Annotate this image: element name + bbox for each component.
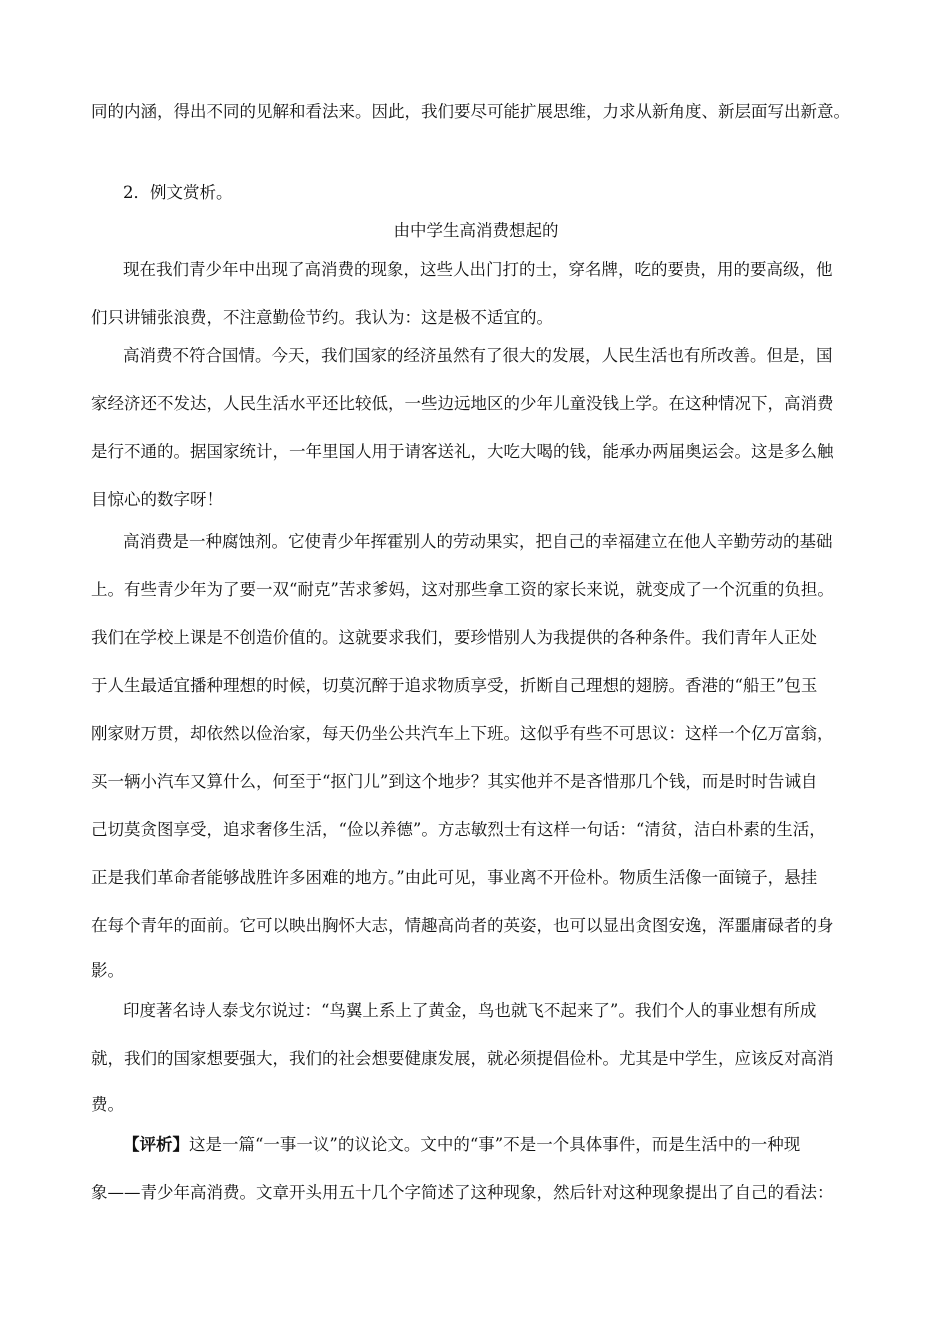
paragraph-line: 在每个青年的面前。它可以映出胸怀大志，情趣高尚者的英姿，也可以显出贪图安逸，浑噩庸碌者的身 — [91, 916, 834, 935]
paragraph-line: 现在我们青少年中出现了高消费的现象，这些人出门打的士，穿名牌，吃的要贵，用的要高级，他 — [123, 260, 833, 279]
comment-label: 【评析】 — [123, 1135, 189, 1154]
paragraph-line: 目惊心的数字呀！ — [91, 490, 223, 509]
paragraph-line: 上。有些青少年为了要一双“耐克”苦求爹妈，这对那些拿工资的家长来说，就变成了一个沉重的负担。 — [91, 580, 834, 599]
comment-text: 这是一篇“一事一议”的议论文。文中的“事”不是一个具体事件，而是生活中的一种现 — [189, 1135, 801, 1154]
paragraph-line: 就，我们的国家想要强大，我们的社会想要健康发展，就必须提倡俭朴。尤其是中学生，应该反对高消 — [91, 1049, 834, 1068]
section-heading: 2．例文赏析。 — [123, 183, 233, 202]
comment-line — [123, 1130, 861, 1160]
paragraph-line: 印度著名诗人泰戈尔说过：“鸟翼上系上了黄金，鸟也就飞不起来了”。我们个人的事业想有所成 — [123, 1001, 817, 1020]
paragraph-line: 家经济还不发达，人民生活水平还比较低，一些边远地区的少年儿童没钱上学。在这种情况下，高消费 — [91, 394, 834, 413]
paragraph-line: 于人生最适宜播种理想的时候，切莫沉醉于追求物质享受，折断自己理想的翅膀。香港的“船王”包玉 — [91, 676, 818, 695]
paragraph-line: 们只讲铺张浪费，不注意勤俭节约。我认为：这是极不适宜的。 — [91, 308, 553, 327]
paragraph-line: 刚家财万贯，却依然以俭治家，每天仍坐公共汽车上下班。这似乎有些不可思议：这样一个亿万富翁， — [91, 724, 834, 743]
paragraph-line: 高消费不符合国情。今天，我们国家的经济虽然有了很大的发展，人民生活也有所改善。但是，国 — [123, 346, 833, 365]
paragraph-line: 正是我们革命者能够战胜许多困难的地方。”由此可见，事业离不开俭朴。物质生活像一面镜子，悬挂 — [91, 868, 818, 887]
paragraph-line: 费。 — [91, 1095, 124, 1114]
essay-title: 由中学生高消费想起的 — [393, 221, 559, 240]
paragraph-line: 高消费是一种腐蚀剂。它使青少年挥霍别人的劳动果实，把自己的幸福建立在他人辛勤劳动的基础 — [123, 532, 833, 551]
paragraph-line: 是行不通的。据国家统计，一年里国人用于请客送礼，大吃大喝的钱，能承办两届奥运会。这是多么触 — [91, 442, 834, 461]
comment-line: 象——青少年高消费。文章开头用五十几个字简述了这种现象，然后针对这种现象提出了自己的看法： — [91, 1183, 834, 1202]
intro-line: 同的内涵，得出不同的见解和看法来。因此，我们要尽可能扩展思维，力求从新角度、新层面写出新意。 — [91, 102, 850, 121]
paragraph-line: 影。 — [91, 961, 124, 980]
paragraph-line: 我们在学校上课是不创造价值的。这就要求我们，要珍惜别人为我提供的各种条件。我们青年人正处 — [91, 628, 817, 647]
paragraph-line: 买一辆小汽车又算什么，何至于“抠门儿”到这个地步？其实他并不是吝惜那几个钱，而是时时告诫自 — [91, 772, 818, 791]
paragraph-line: 己切莫贪图享受，追求奢侈生活，“俭以养德”。方志敏烈士有这样一句话：“清贫，洁白朴素的生活， — [91, 820, 826, 839]
